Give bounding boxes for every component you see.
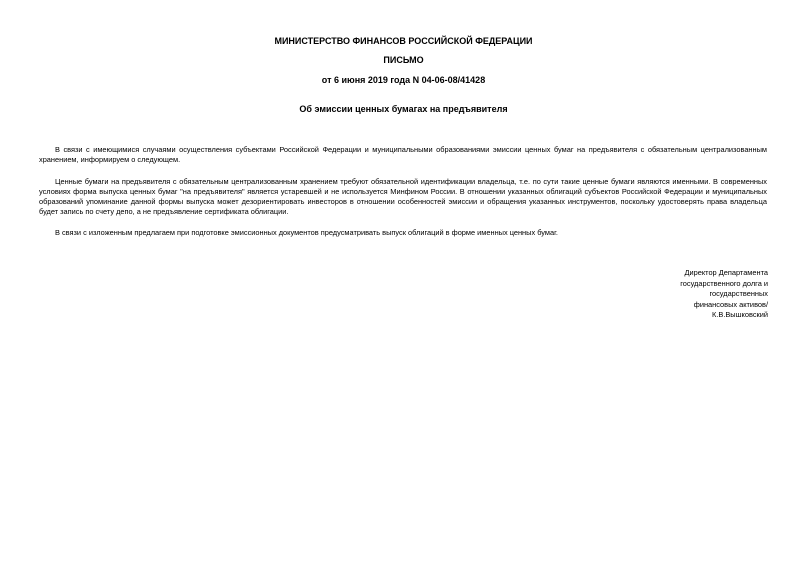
document-subject: Об эмиссии ценных бумагах на предъявителя bbox=[299, 104, 508, 114]
signature-block bbox=[600, 268, 768, 321]
body-paragraph-1-block bbox=[39, 145, 767, 165]
document-type: ПИСЬМО bbox=[383, 55, 424, 65]
signature-line: государственного долга и bbox=[680, 278, 768, 288]
body-paragraph-3-block bbox=[39, 228, 767, 238]
signature-line: финансовых активов/ bbox=[693, 299, 768, 309]
signatory-name: К.В.Вышковский bbox=[712, 310, 768, 319]
body-paragraph: В связи с имеющимися случаями осуществления субъектами Российской Федерации и муниципальными образованиями эмиссии ценных бумаг на предъявителя с обязательным централизованным хранением, информируем о следующем. bbox=[39, 145, 767, 164]
ministry-title: МИНИСТЕРСТВО ФИНАНСОВ РОССИЙСКОЙ ФЕДЕРАЦИИ bbox=[274, 36, 533, 46]
body-paragraph: Ценные бумаги на предъявителя с обязательным централизованным хранением требуют обязательной идентификации владельца, т.е. по сути такие ценные бумаги являются именными. В современных условиях форма выпуска ценных бумаг "на предъявителя" является устаревшей и не используется Минфином России. В отношении указанных облигаций субъектов Российской Федерации и муниципальных образований упоминание данной формы выпуска может дезориентировать инвесторов в отношении особенностей эмиссии и обращения указанных инструментов, поскольку удостоверять права владельца будет запись по счету депо, а не предъявление сертификата облигации. bbox=[39, 177, 767, 216]
signature-line: Директор Департамента bbox=[684, 268, 768, 277]
body-paragraph: В связи с изложенным предлагаем при подготовке эмиссионных документов предусматривать выпуск облигаций в форме именных ценных бумаг. bbox=[55, 228, 558, 237]
body-paragraph-2-block bbox=[39, 177, 767, 217]
document-date-number: от 6 июня 2019 года N 04-06-08/41428 bbox=[321, 75, 486, 85]
signature-line: государственных bbox=[709, 289, 768, 298]
